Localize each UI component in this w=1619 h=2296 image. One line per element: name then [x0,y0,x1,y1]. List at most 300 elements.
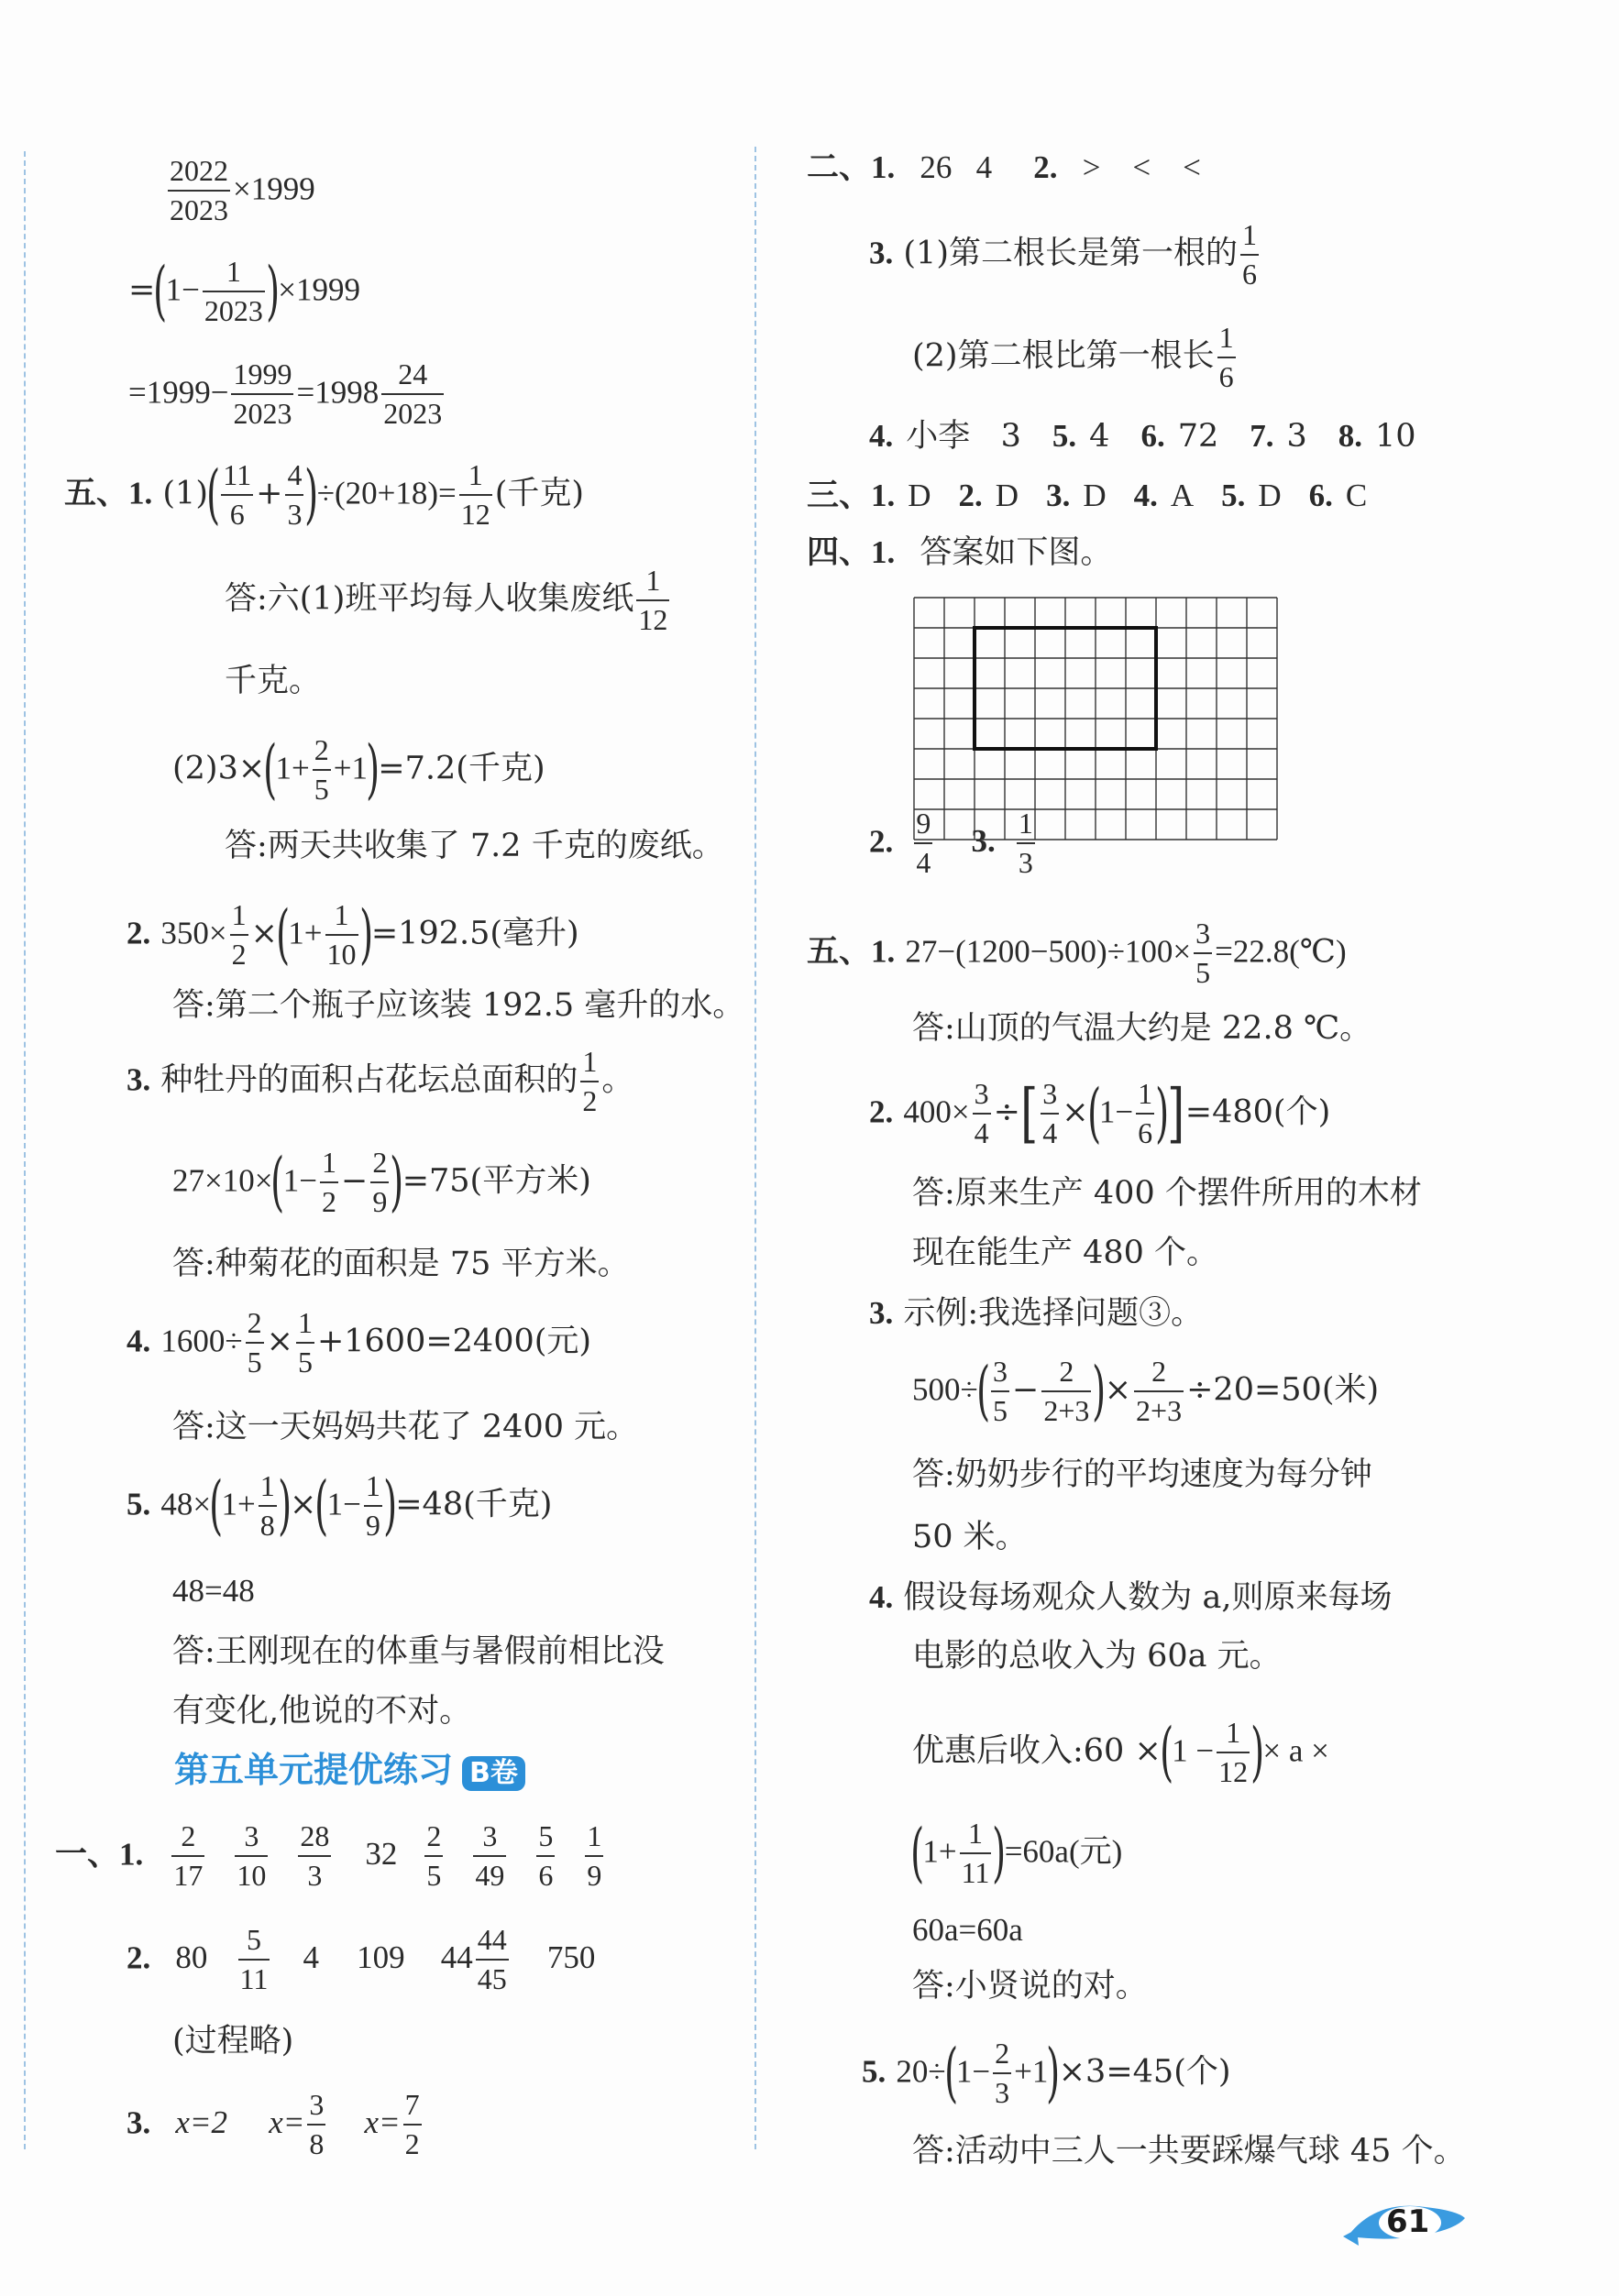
answer-line: 答:两天共收集了 7.2 千克的废纸。 [225,828,724,864]
text: 1− [165,271,200,308]
numerator: 1 [1241,218,1257,251]
section-label: 四、 [807,534,872,570]
text: =1998 [296,374,380,411]
answer-row [869,420,1416,453]
text: 20÷ [896,2053,946,2090]
question-number: 3. [971,823,996,860]
question-number: 8. [1338,418,1363,454]
section-label: 三、 [807,478,872,513]
answer-grid-figure [912,596,1279,841]
text: (2)3× [172,750,266,787]
text: +1 [333,750,368,786]
answer: D [1083,478,1107,513]
question-number: 5. [862,2053,887,2090]
fraction [580,1045,599,1118]
numerator: 2 [372,1146,388,1179]
question-number: 5. [1221,478,1246,513]
text: 400× [903,1093,970,1130]
answer: D [908,478,931,513]
numerator: 3 [1195,917,1211,950]
question-number: 3. [869,1295,894,1331]
numerator: 1 [297,1306,313,1339]
numerator: 1 [582,1045,598,1078]
section-1-q3 [127,2088,424,2161]
denominator: 2023 [233,396,292,430]
question-number: 1. [119,1836,144,1873]
numerator: 3 [993,1355,1008,1388]
text: 1− [282,1162,318,1199]
denominator: 2 [404,2126,420,2160]
fraction [246,1306,264,1379]
denominator: 9 [587,1858,602,1892]
fraction [960,1817,992,1890]
fraction [993,2037,1011,2110]
numerator: 2 [426,1819,442,1852]
answer-item [171,1819,204,1893]
denominator: 12 [460,497,490,531]
text: +1600=2400(元) [316,1323,592,1360]
calc-line: 48=48 [172,1573,255,1609]
fraction [1240,218,1259,291]
answer-row [871,478,1367,514]
fraction [1217,1716,1250,1789]
numerator: 2 [181,1819,196,1852]
fraction [231,357,293,431]
answer: > < < [1082,149,1201,185]
question-number: 5. [127,1486,151,1522]
calc-line-2: =(1− $\frac{1}{2023}$ )×1999 [128,253,360,329]
question-number: 2. [958,478,983,513]
answer-list [171,1819,606,1892]
question-number: 1. [871,534,896,570]
answer-line: 答:第二个瓶子应该装 192.5 毫升的水。 [172,987,745,1024]
denominator: 5 [314,772,329,806]
numerator: 3 [309,2088,325,2121]
question-number: 2. [127,915,151,951]
answer-item [235,1819,268,1893]
answer-line: 答:种菊花的面积是 75 平方米。 [172,1246,630,1282]
answer-item [473,1819,506,1893]
numerator: 9 [916,807,931,840]
calc-line-1 [165,154,315,227]
denominator: 8 [259,1508,275,1542]
section-label: 一、 [55,1836,120,1873]
text: 答案如下图。 [920,534,1113,571]
denominator: 12 [1218,1754,1249,1788]
numerator: 2 [247,1306,262,1339]
text: 1600÷ [160,1323,243,1359]
section-5-q1 [807,917,1347,990]
fraction [238,1923,270,1996]
text: ÷20=50(米) [1186,1371,1380,1409]
text: (千克) [494,475,585,512]
section-label: 五、 [64,475,129,511]
numerator: 5 [538,1819,554,1852]
text: × [266,1323,293,1360]
denominator: 45 [477,1961,507,1995]
numerator: 3 [1042,1077,1058,1110]
section-4-q2-q3 [869,807,1038,880]
calc-line: 60a=60a [912,1912,1023,1948]
numerator: 1 [259,1469,275,1502]
numerator: 1 [1018,807,1033,840]
question-number: 5. [1052,418,1077,454]
q4-line [127,1306,591,1379]
denominator: 49 [475,1858,505,1892]
numerator: 3 [244,1819,259,1852]
fraction [459,458,492,532]
calc-line-3 [128,357,446,431]
text: =48(千克) [395,1486,553,1523]
numerator: 1 [365,1469,380,1502]
fraction [403,2088,422,2161]
text: (2)第二根比第一根长 [912,337,1215,375]
denominator: 5 [993,1393,1008,1427]
question-number: 2. [1033,149,1058,185]
fraction [914,807,932,880]
question-number: 3. [127,1061,151,1098]
text: × [1062,1093,1089,1131]
answer: C [1345,478,1368,513]
numerator: 1 [468,458,483,491]
text: 。 [601,1061,634,1099]
fraction [973,1077,991,1150]
page-number: 61 [1386,2203,1430,2240]
unit-badge: B卷 [462,1756,525,1791]
denominator: 6 [229,497,245,531]
numerator: 1 [334,898,349,931]
calc-line: 500÷( $\frac{3}{5}$ − $\frac{2}{2+3}$ )× $\frac{2}{2+3}$ ÷20=50(米) [912,1353,1380,1429]
denominator: 3 [995,2075,1010,2109]
denominator: 10 [237,1858,267,1892]
denominator: 6 [538,1858,554,1892]
calc-line: (1+ $\frac{1}{11}$ )=60a(元) [910,1815,1123,1891]
numerator: 28 [300,1819,330,1852]
answer: D [995,478,1019,513]
text: = [128,271,156,309]
text: 1+ [221,1486,256,1522]
question-number: 4. [127,1323,151,1359]
r4-line [869,1581,1393,1614]
answer-item: 32 [365,1836,398,1873]
answer: 10 [1375,418,1416,455]
denominator: 5 [247,1345,262,1379]
question-number: 6. [1308,478,1333,513]
question-number: 4. [869,1579,894,1615]
text: (1)第二根长是第一根的 [903,235,1238,272]
denominator: 2 [231,937,247,971]
text: 1− [326,1486,361,1522]
denominator: 2 [582,1083,598,1117]
answer-line: 答:山顶的气温大约是 22.8 ℃。 [912,1010,1372,1047]
question-number: 4. [869,418,894,454]
answer-line: 答:这一天妈妈共花了 2400 元。 [172,1409,639,1445]
text: + [256,475,283,512]
text: =480(个) [1184,1093,1331,1131]
fraction [296,1306,314,1379]
text: 27×10× [172,1162,273,1199]
answer: x= [269,2104,305,2141]
denominator: 4 [1042,1115,1058,1149]
text: 答:六(1)班平均每人收集废纸 [225,580,634,618]
fraction [203,255,265,328]
answer: 72 [1177,418,1219,455]
answer-line: 有变化,他说的不对。 [172,1693,472,1730]
denominator: 4 [916,845,931,879]
question-number: 2. [869,823,894,860]
numerator: 1 [1226,1716,1241,1749]
section-label: 二、 [807,149,872,185]
text: 1+ [288,915,323,951]
numerator: 7 [404,2088,420,2121]
r2-line: 2. 400× $\frac{3}{4}$ ÷[ $\frac{3}{4}$ ×(1− $\frac{1}{6}$ )]=480(个) [869,1075,1331,1151]
denominator: 2+3 [1043,1393,1090,1427]
question-number: 4. [1133,478,1158,513]
answer: D [1258,478,1282,513]
question-number: 1. [871,149,896,185]
answer: 3 [1286,418,1307,455]
question-number: 1. [871,933,896,970]
text: =22.8(℃) [1215,933,1347,970]
text: 1+ [275,750,310,786]
text: − [1012,1371,1040,1409]
calc-line: 27×10×(1− $\frac{1}{2}$ − $\frac{2}{9}$ )=75(平方米) [172,1144,591,1220]
left-margin-rule [24,151,26,2149]
question-number: 3. [869,235,894,271]
fraction [1134,1355,1184,1428]
denominator: 5 [297,1345,313,1379]
answer-line: 答:小贤说的对。 [912,1968,1148,2005]
denominator: 11 [961,1855,990,1889]
numerator: 1 [1218,321,1234,354]
numerator: 2 [1151,1355,1167,1388]
denominator: 2023 [170,192,228,226]
numerator: 3 [482,1819,498,1852]
q3-line [869,218,1261,291]
calc-line: 优惠后收入:60 ×(1 − $\frac{1}{12}$ )× a × [912,1714,1329,1790]
numerator: 5 [246,1923,261,1956]
answer: 44 [440,1939,473,1976]
numerator: 2022 [170,154,228,187]
answer-line: 答:活动中三人一共要踩爆气球 45 个。 [912,2133,1466,2170]
numerator: 11 [223,458,252,491]
denominator: 2+3 [1136,1393,1183,1427]
calc-line: (2)3×(1+ $\frac{2}{5}$ +1)=7.2(千克) [172,731,545,807]
text: 1− [955,2053,991,2090]
fraction [221,458,253,532]
numerator: 1999 [233,357,292,390]
text: 350× [160,915,227,951]
numerator: 1 [231,898,247,931]
text: 1 − [1172,1732,1215,1769]
denominator: 3 [1018,845,1033,879]
fraction [1217,321,1236,394]
denominator: 5 [426,1858,442,1892]
denominator: 2023 [204,293,263,327]
fraction [364,1469,382,1543]
section-5-q1: 五、1. (1)( $\frac{11}{6}$ + $\frac{4}{3}$ )÷(20+18)= $\frac{1}{12}$ (千克) [64,456,585,533]
numerator: 1 [967,1817,983,1850]
column-divider-rule [754,147,756,2149]
answer: A [1170,478,1195,513]
text: × [250,915,278,952]
text: − [341,1162,369,1200]
fraction [168,154,230,227]
denominator: 6 [1218,359,1234,393]
answer-line: 现在能生产 480 个。 [912,1235,1219,1271]
denominator: 5 [1195,955,1211,989]
question-number: 3. [127,2104,151,2141]
denominator: 9 [365,1508,380,1542]
page-number-badge [1338,2181,1467,2255]
text: ÷(20+18)= [316,475,457,511]
fraction [370,1146,389,1219]
section-1-q1 [55,1819,606,1893]
answer: 109 [357,1939,405,1976]
answer-line: 千克。 [225,663,322,699]
denominator: 2023 [383,396,443,430]
fraction [320,1146,338,1219]
question-number: 6. [1140,418,1165,454]
answer-item [298,1819,331,1893]
answer-item [585,1819,603,1893]
denominator: 2 [322,1184,337,1218]
text-line: 电影的总收入为 60a 元。 [912,1638,1282,1675]
q5-line: 5. 48×(1+ $\frac{1}{8}$ )×(1− $\frac{1}{9}$ )=48(千克) [127,1467,553,1543]
text: 1+ [922,1833,957,1870]
fraction [476,1923,509,1996]
numerator: 2 [995,2037,1010,2070]
numerator: 1 [226,255,241,288]
fraction [1017,807,1035,880]
text: ×1999 [233,170,315,207]
fraction [307,2088,325,2161]
text: =60a(元) [1004,1833,1123,1870]
numerator: 1 [587,1819,602,1852]
note: (过程略) [172,2023,294,2060]
answer: x=2 [175,2104,228,2141]
fraction [381,357,444,431]
answer: 4 [303,1939,319,1976]
answer-item [424,1819,443,1893]
text: +1 [1014,2053,1049,2090]
fraction [1194,917,1212,990]
text: ×3=45(个) [1058,2053,1231,2091]
text: × [290,1486,317,1523]
text: =1999− [128,374,229,411]
fraction [1041,1077,1059,1150]
text: 500÷ [912,1371,978,1408]
text: ÷ [993,1093,1020,1131]
section-1-q2 [127,1923,595,1996]
text: (1) [162,475,208,512]
fraction [259,1469,277,1543]
denominator: 9 [372,1184,388,1218]
denominator: 8 [309,2126,325,2160]
fraction [285,458,303,532]
numerator: 2 [1059,1355,1074,1388]
text: ×1999 [278,271,360,308]
text: 假设每场观众人数为 a,则原来每场 [903,1579,1393,1616]
section-label: 五、 [807,933,872,970]
question-number: 7. [1250,418,1274,454]
text: =75(平方米) [402,1162,591,1200]
text: 1− [1098,1093,1134,1130]
text: 示例:我选择问题③。 [903,1295,1204,1332]
q3-line [127,1045,633,1118]
numerator: 44 [477,1923,507,1956]
answer-line: 答:原来生产 400 个摆件所用的木材 [912,1175,1422,1212]
text: =192.5(毫升) [370,915,579,952]
numerator: 1 [645,564,661,597]
text: 48× [160,1486,212,1522]
text: × [1104,1371,1132,1409]
answer: 26 4 [920,149,993,185]
fraction [991,1355,1009,1428]
question-number: 3. [1046,478,1071,513]
question-number: 1. [128,475,153,511]
denominator: 6 [1138,1115,1153,1149]
r3-line [869,1297,1203,1330]
section-4-q1 [807,536,1112,569]
numerator: 1 [1138,1077,1153,1110]
r5-line: 5. 20÷(1− $\frac{2}{3}$ +1)×3=45(个) [862,2035,1231,2111]
fraction [325,898,358,972]
answer-line: 50 米。 [912,1519,1028,1555]
question-number: 2. [869,1093,894,1130]
answer-line: 答:王刚现在的体重与暑假前相比没 [172,1633,665,1670]
numerator: 4 [287,458,303,491]
question-number: 2. [127,1939,151,1976]
fraction [313,733,331,807]
numerator: 3 [974,1077,989,1110]
answer: 4 [1089,418,1110,455]
unit-title [174,1752,525,1791]
answer: x= [364,2104,401,2141]
answer-line: 答:奶奶步行的平均速度为每分钟 [912,1456,1372,1493]
answer: 750 [546,1939,596,1976]
fraction [1041,1355,1091,1428]
denominator: 4 [974,1115,989,1149]
denominator: 11 [239,1961,269,1995]
denominator: 12 [638,602,668,636]
text: 27−(1200−500)÷100× [905,933,1192,970]
question-number: 1. [871,478,896,513]
answer: 小李 3 [906,418,1021,455]
text: 优惠后收入:60 × [912,1732,1162,1770]
q3-line-2 [912,321,1239,394]
text: × a × [1262,1732,1329,1769]
denominator: 3 [307,1858,323,1892]
fraction [636,564,669,637]
answer-line [225,564,672,637]
denominator: 17 [173,1858,204,1892]
answer-item [536,1819,555,1893]
text: =7.2(千克) [378,750,545,787]
numerator: 2 [314,733,329,766]
numerator: 24 [398,357,428,390]
denominator: 6 [1241,257,1257,291]
unit-title-text: 第五单元提优练习 [174,1750,454,1790]
denominator: 3 [287,497,303,531]
section-2-line [807,151,1201,184]
section-3-line [807,479,1367,512]
text: 种牡丹的面积占花坛总面积的 [160,1061,578,1099]
fraction [230,898,248,972]
fraction [1136,1077,1154,1150]
answer: 80 [175,1939,208,1976]
q2-line: 2. 350× $\frac{1}{2}$ ×(1+ $\frac{1}{10}$ )=192.5(毫升) [127,896,579,972]
